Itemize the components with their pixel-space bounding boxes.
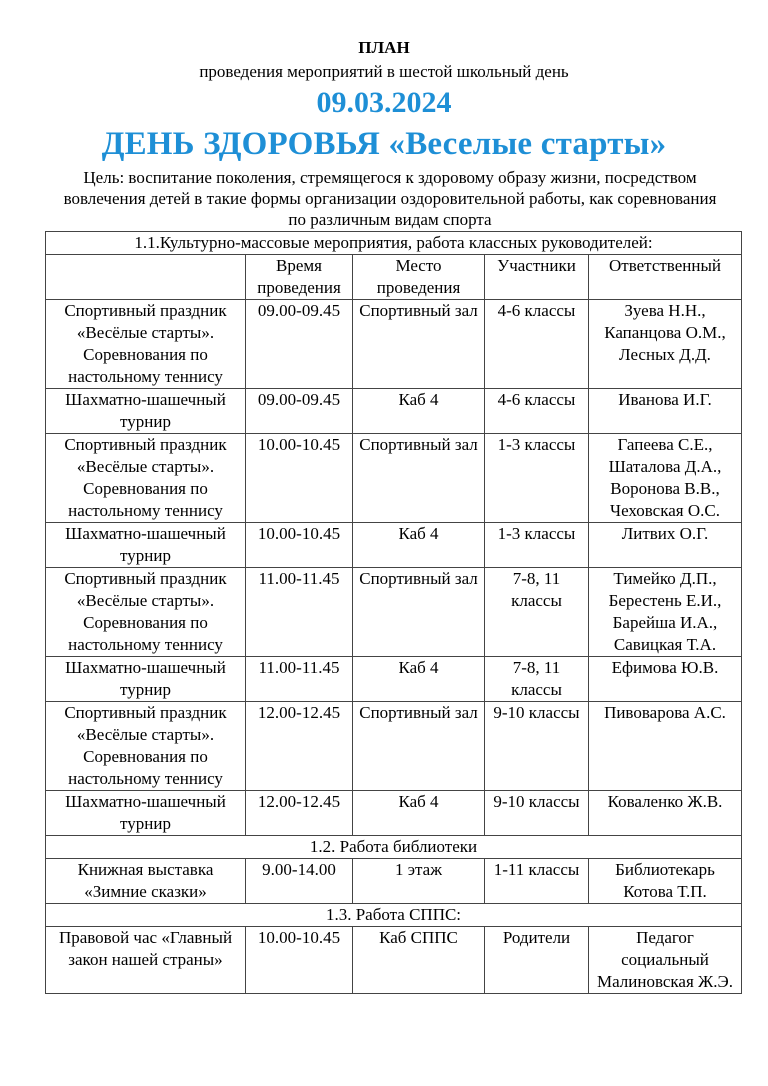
column-header-name bbox=[46, 255, 246, 300]
cell-place: Каб 4 bbox=[353, 791, 485, 836]
section-title: 1.1.Культурно-массовые мероприятия, работа классных руководителей: bbox=[46, 232, 742, 255]
cell-place: Каб СППС bbox=[353, 927, 485, 994]
cell-place: Спортивный зал bbox=[353, 568, 485, 657]
table-row bbox=[46, 568, 742, 657]
cell-participants: 9-10 классы bbox=[485, 702, 589, 791]
table-row bbox=[46, 389, 742, 434]
cell-responsible: Библиотекарь Котова Т.П. bbox=[589, 859, 742, 904]
section-title: 1.2. Работа библиотеки bbox=[46, 836, 742, 859]
cell-participants: 7-8, 11 классы bbox=[485, 568, 589, 657]
cell-responsible: Ефимова Ю.В. bbox=[589, 657, 742, 702]
cell-place: 1 этаж bbox=[353, 859, 485, 904]
cell-name: Шахматно-шашечный турнир bbox=[46, 657, 246, 702]
column-header-participants: Участники bbox=[485, 255, 589, 300]
cell-time: 12.00-12.45 bbox=[246, 791, 353, 836]
cell-responsible: Литвих О.Г. bbox=[589, 523, 742, 568]
cell-place: Каб 4 bbox=[353, 657, 485, 702]
cell-name: Спортивный праздник «Весёлые старты». Соревнования по настольному теннису bbox=[46, 434, 246, 523]
cell-time: 09.00-09.45 bbox=[246, 300, 353, 389]
table-row bbox=[46, 927, 742, 994]
cell-place: Каб 4 bbox=[353, 523, 485, 568]
cell-responsible: Коваленко Ж.В. bbox=[589, 791, 742, 836]
cell-responsible: Педагог социальный Малиновская Ж.Э. bbox=[589, 927, 742, 994]
cell-place: Спортивный зал bbox=[353, 702, 485, 791]
column-header-responsible: Ответственный bbox=[589, 255, 742, 300]
cell-name: Спортивный праздник «Весёлые старты». Соревнования по настольному теннису bbox=[46, 568, 246, 657]
cell-time: 11.00-11.45 bbox=[246, 657, 353, 702]
table-row bbox=[46, 791, 742, 836]
cell-place: Спортивный зал bbox=[353, 434, 485, 523]
cell-participants: 1-3 классы bbox=[485, 523, 589, 568]
cell-name: Правовой час «Главный закон нашей страны» bbox=[46, 927, 246, 994]
cell-participants: Родители bbox=[485, 927, 589, 994]
cell-responsible: Гапеева С.Е., Шаталова Д.А., Воронова В.В., Чеховская О.С. bbox=[589, 434, 742, 523]
cell-place: Спортивный зал bbox=[353, 300, 485, 389]
cell-participants: 7-8, 11 классы bbox=[485, 657, 589, 702]
table-row bbox=[46, 523, 742, 568]
table-row bbox=[46, 300, 742, 389]
table-row bbox=[46, 434, 742, 523]
cell-time: 12.00-12.45 bbox=[246, 702, 353, 791]
cell-name: Спортивный праздник «Весёлые старты». Соревнования по настольному теннису bbox=[46, 702, 246, 791]
table-row bbox=[46, 859, 742, 904]
cell-place: Каб 4 bbox=[353, 389, 485, 434]
cell-time: 10.00-10.45 bbox=[246, 927, 353, 994]
cell-participants: 9-10 классы bbox=[485, 791, 589, 836]
cell-participants: 1-11 классы bbox=[485, 859, 589, 904]
cell-name: Шахматно-шашечный турнир bbox=[46, 523, 246, 568]
goal-text: Цель: воспитание поколения, стремящегося к здоровому образу жизни, посредством вовлечения детей в такие формы организации оздоровительной работы, как соревнования по различным видам спорта bbox=[63, 168, 717, 229]
cell-participants: 4-6 классы bbox=[485, 300, 589, 389]
cell-time: 10.00-10.45 bbox=[246, 523, 353, 568]
cell-responsible: Тимейко Д.П., Берестень Е.И., Барейша И.А., Савицкая Т.А. bbox=[589, 568, 742, 657]
cell-time: 09.00-09.45 bbox=[246, 389, 353, 434]
cell-name: Книжная выставка «Зимние сказки» bbox=[46, 859, 246, 904]
section-header-row bbox=[46, 232, 742, 255]
cell-responsible: Пивоварова А.С. bbox=[589, 702, 742, 791]
column-header-time: Время проведения bbox=[246, 255, 353, 300]
column-header-row bbox=[46, 255, 742, 300]
cell-participants: 1-3 классы bbox=[485, 434, 589, 523]
cell-name: Шахматно-шашечный турнир bbox=[46, 389, 246, 434]
cell-responsible: Зуева Н.Н., Капанцова О.М., Лесных Д.Д. bbox=[589, 300, 742, 389]
column-header-place: Место проведения bbox=[353, 255, 485, 300]
cell-name: Шахматно-шашечный турнир bbox=[46, 791, 246, 836]
cell-time: 11.00-11.45 bbox=[246, 568, 353, 657]
schedule-table bbox=[45, 231, 742, 994]
event-title: ДЕНЬ ЗДОРОВЬЯ «Веселые старты» bbox=[101, 126, 667, 162]
section-header-row bbox=[46, 904, 742, 927]
table-row bbox=[46, 657, 742, 702]
plan-subtitle: проведения мероприятий в шестой школьный день bbox=[199, 62, 569, 81]
event-date: 09.03.2024 bbox=[316, 86, 452, 119]
cell-participants: 4-6 классы bbox=[485, 389, 589, 434]
table-row bbox=[46, 702, 742, 791]
section-header-row bbox=[46, 836, 742, 859]
cell-name: Спортивный праздник «Весёлые старты». Соревнования по настольному теннису bbox=[46, 300, 246, 389]
cell-time: 9.00-14.00 bbox=[246, 859, 353, 904]
schedule-table-body bbox=[46, 232, 742, 994]
plan-heading: ПЛАН bbox=[358, 38, 410, 57]
cell-responsible: Иванова И.Г. bbox=[589, 389, 742, 434]
section-title: 1.3. Работа СППС: bbox=[46, 904, 742, 927]
cell-time: 10.00-10.45 bbox=[246, 434, 353, 523]
